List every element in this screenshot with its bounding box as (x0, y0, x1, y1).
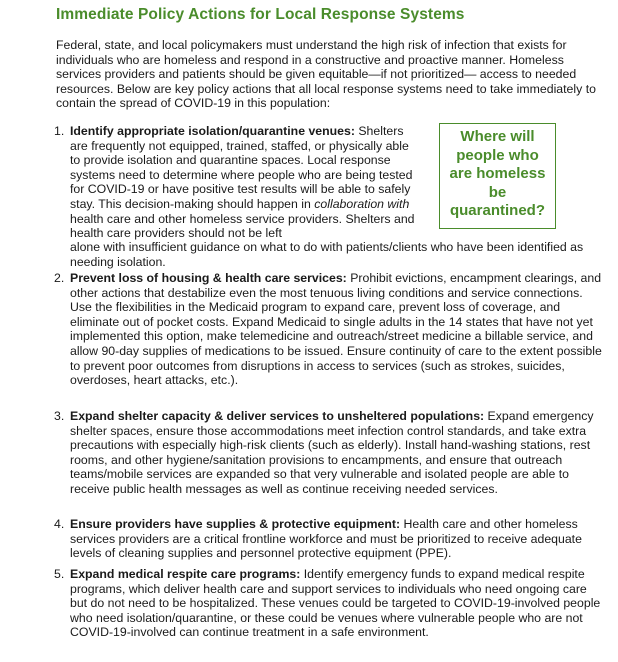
callout-box: Where will people who are homeless be quarantined? (439, 123, 556, 229)
item-number: 4. (54, 517, 65, 531)
list-item (56, 271, 602, 388)
intro-paragraph: Federal, state, and local policymakers must understand the high risk of infection that exists for individuals who are homeless and respond in a constructive and proactive manner. Homeless services providers and patients should be given equitable—if not prioritized— access to needed resources. Below are key policy actions that all local response systems need to take immediately to contain the spread of COVID-19 in this population: (56, 38, 596, 111)
item-number: 5. (54, 567, 65, 581)
item-title: Prevent loss of housing & health care services: (70, 271, 347, 285)
item-body (70, 409, 602, 497)
item-text-italic: collaboration with (314, 196, 410, 211)
list-item (56, 409, 602, 497)
item-number: 2. (54, 271, 65, 285)
list-item (56, 517, 602, 561)
list-item (56, 124, 420, 241)
item-title: Identify appropriate isolation/quarantine venues: (70, 124, 355, 138)
item-title: Ensure providers have supplies & protective equipment: (70, 517, 401, 531)
item-number: 3. (54, 409, 65, 423)
item-number: 1. (54, 124, 65, 138)
item-continuation: alone with insufficient guidance on what to do with patients/clients who have been identified as needing isolation. (70, 240, 584, 269)
item-body (70, 517, 602, 561)
item-title: Expand medical respite care programs: (70, 567, 301, 581)
section-heading: Immediate Policy Actions for Local Response Systems (56, 6, 465, 23)
item-body (70, 567, 602, 640)
item-title: Expand shelter capacity & deliver services to unsheltered populations: (70, 409, 485, 423)
item-text: Expand emergency shelter spaces, ensure those accommodations meet infection control standards, and take extra precautions with especially high-risk clients (such as elderly). Install hand-washing stations, rest rooms, and other hygiene/sanitation provisions to encampments, and ensure that outreach teams/mobile services are expanded so that very vulnerable and isolated people are able to receive public health messages as well as continue receiving needed services. (70, 409, 594, 496)
item-body (70, 271, 602, 388)
item-text: Shelters are frequently not equipped, trained, staffed, or physically able to provide isolation and quarantine spaces. Local response systems need to determine where people who are being tested for COVID-19 or have positive test results will be able to safely stay. This decision-making should happen in (70, 124, 413, 211)
item-body (70, 124, 420, 241)
item-text: Identify emergency funds to expand medical respite programs, which deliver health care and support services to individuals who need ongoing care but do not need to be hospitalized. These venues could be targeted to COVID-19-involved people who need isolation/quarantine, or these could be venues where vulnerable people who are not COVID-19-involved can continue treatment in a safe environment. (70, 567, 601, 640)
item-text: Health care and other homeless services providers are a critical frontline workforce and must be prioritized to receive adequate levels of cleaning supplies and personnel protective equipment (PPE). (70, 517, 582, 561)
list-item (56, 567, 602, 640)
item-text: Prohibit evictions, encampment clearings, and other actions that destabilize even the most tenuous living conditions and service connections. Use the flexibilities in the Medicaid program to expand care, prevent loss of coverage, and eliminate out of pocket costs. Expand Medicaid to single adults in the 14 states that have not yet implemented this option, make telemedicine and outreach/street medicine a billable service, and allow 90-day supplies of medications to be issued. Ensure continuity of care to the extent possible to prevent poor outcomes from disruptions in access to services (such as strokes, suicides, overdoses, heart attacks, etc.). (70, 271, 602, 388)
item-text: health care and other homeless service providers. Shelters and health care providers should not be left (70, 211, 415, 241)
